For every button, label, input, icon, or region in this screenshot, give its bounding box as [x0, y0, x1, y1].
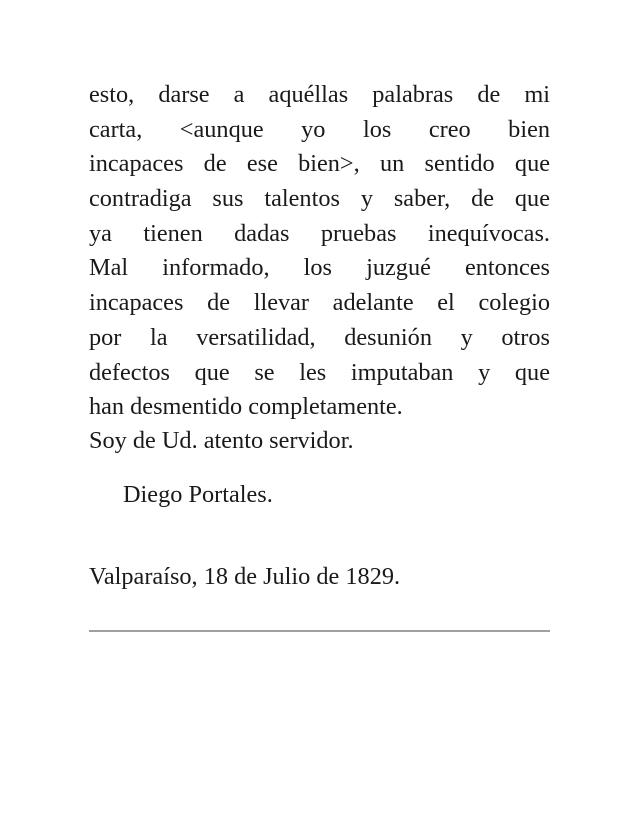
body-line: contradiga sus talentos y saber, de que: [89, 185, 550, 213]
footnote-divider: [89, 630, 550, 632]
letter-place-date: Valparaíso, 18 de Julio de 1829.: [89, 563, 401, 590]
body-line: incapaces de llevar adelante el colegio: [89, 289, 550, 317]
body-line: incapaces de ese bien>, un sentido que: [89, 150, 550, 178]
body-line: defectos que se les imputaban y que: [89, 358, 550, 386]
body-line: carta, <aunque yo los creo bien: [89, 115, 550, 143]
body-line: esto, darse a aquéllas palabras de mi: [89, 81, 550, 108]
letter-closing: Soy de Ud. atento servidor.: [89, 427, 354, 454]
body-line: por la versatilidad, desunión y otros: [89, 323, 550, 351]
body-line: han desmentido completamente.: [89, 393, 403, 421]
body-line: ya tienen dadas pruebas inequívocas.: [89, 219, 550, 247]
body-line: Mal informado, los juzgué entonces: [89, 254, 550, 282]
letter-signature: Diego Portales.: [123, 481, 273, 508]
letter-body: [89, 78, 550, 425]
